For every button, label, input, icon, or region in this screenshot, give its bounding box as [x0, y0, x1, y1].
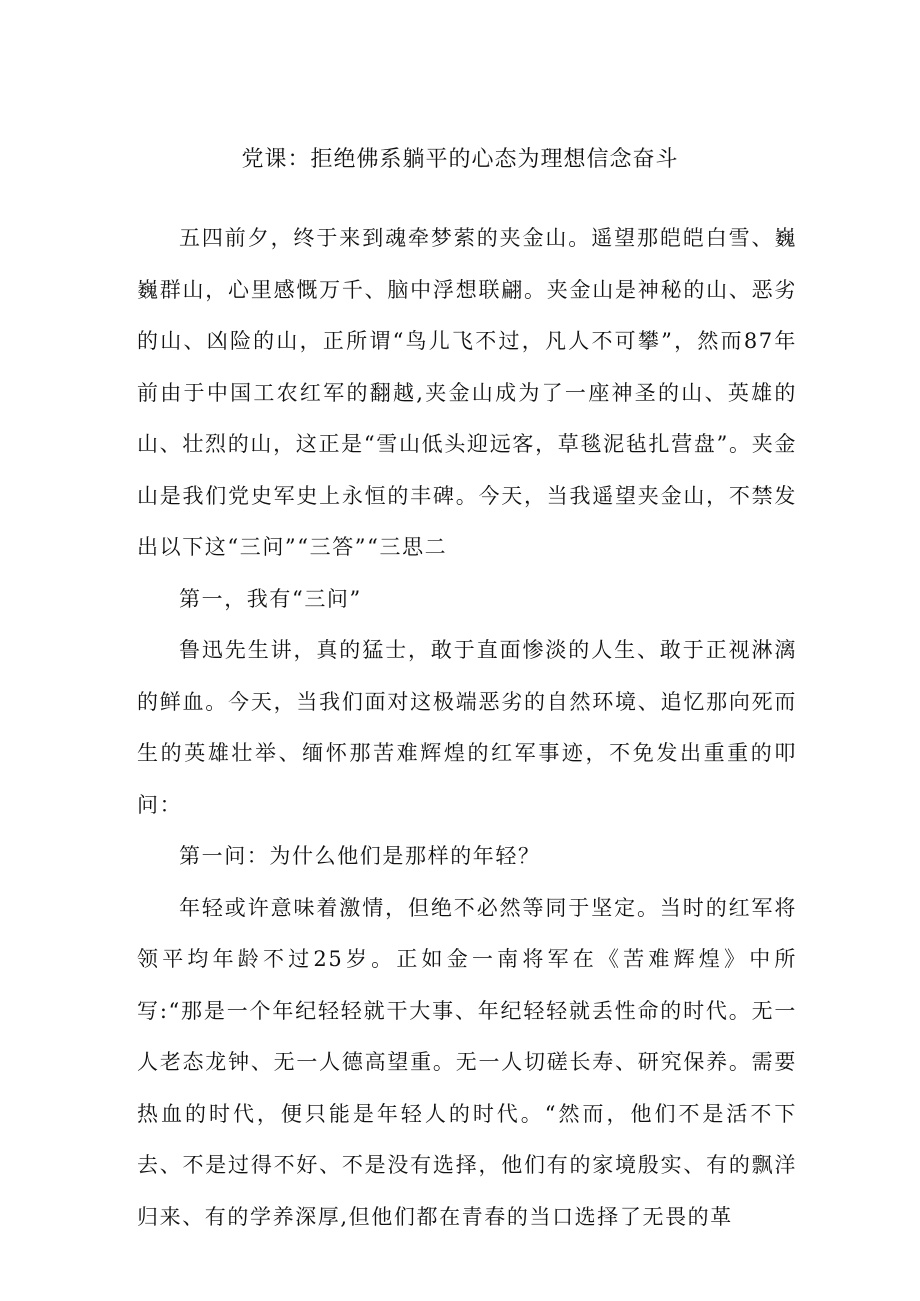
paragraph-youth: 年轻或许意味着激情，但绝不必然等同于坚定。当时的红军将领平均年龄不过25岁。正如金一南将军在《苦难辉煌》中所写:“那是一个年纪轻轻就干大事、年纪轻轻就丢性命的时代。无一人老态龙钟、无一人德高望重。无一人切磋长寿、研究保养。需要热血的时代，便只能是年轻人的时代。“然而，他们不是活不下去、不是过得不好、不是没有选择，他们有的家境殷实、有的飘洋归来、有的学养深厚,但他们都在青春的当口选择了无畏的革 — [137, 895, 797, 1229]
paragraph-question-one: 第一问：为什么他们是那样的年轻？ — [179, 844, 541, 868]
document-body — [137, 213, 797, 1243]
paragraph-heading-three-questions: 第一，我有“三问” — [179, 586, 362, 611]
paragraph-intro: 五四前夕，终于来到魂牵梦萦的夹金山。遥望那皑皑白雪、巍巍群山，心里感慨万千、脑中浮想联翩。夹金山是神秘的山、恶劣的山、凶险的山，正所谓“鸟儿飞不过，凡人不可攀”，然而87年前由于中国工农红军的翻越,夹金山成为了一座神圣的山、英雄的山、壮烈的山，这正是“雪山低头迎远客，草毯泥毡扎营盘”。夹金山是我们党史军史上永恒的丰碑。今天，当我遥望夹金山，不禁发出以下这“三问”“三答”“三思二 — [137, 226, 797, 559]
document-title: 党课：拒绝佛系躺平的心态为理想信念奋斗 — [241, 147, 679, 172]
paragraph-luxun: 鲁迅先生讲，真的猛士，敢于直面惨淡的人生、敢于正视淋漓的鲜血。今天，当我们面对这极端恶劣的自然环境、追忆那向死而生的英雄壮举、缅怀那苦难辉煌的红军事迹，不免发出重重的叩问： — [137, 638, 797, 817]
